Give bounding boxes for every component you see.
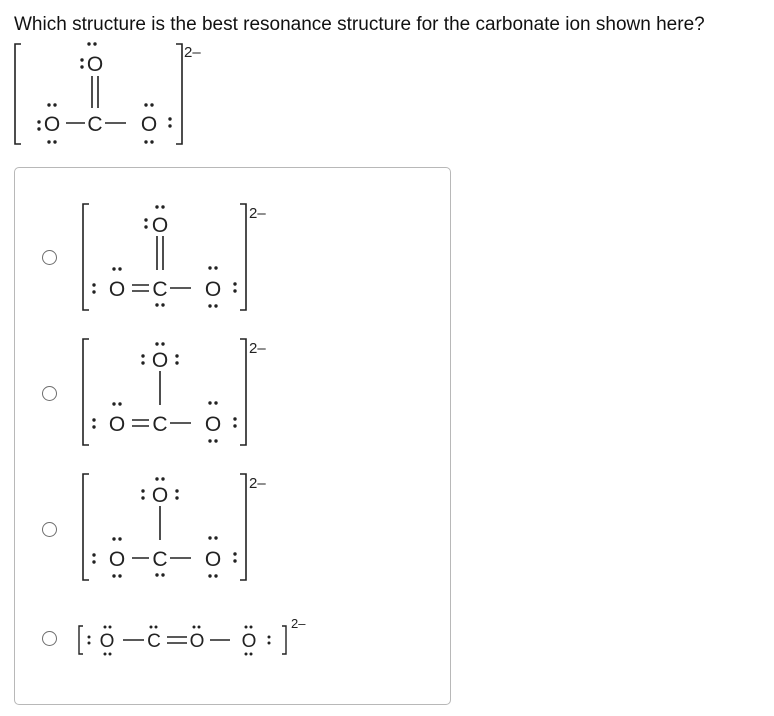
atom-o: O bbox=[151, 484, 169, 507]
option-a[interactable] bbox=[15, 198, 450, 323]
question-structure bbox=[0, 40, 220, 152]
question-text: Which structure is the best resonance structure for the carbonate ion shown here? bbox=[14, 14, 705, 35]
atom-o: O bbox=[204, 278, 222, 301]
radio-button[interactable] bbox=[42, 522, 57, 537]
atom-o: O bbox=[108, 413, 126, 436]
structure-d bbox=[70, 606, 370, 666]
charge-label: 2– bbox=[249, 475, 266, 492]
radio-button[interactable] bbox=[42, 250, 57, 265]
charge-label: 2– bbox=[184, 44, 201, 61]
atom-c: C bbox=[152, 413, 168, 436]
option-c[interactable] bbox=[15, 468, 450, 593]
atom-o: O bbox=[204, 413, 222, 436]
answer-choices bbox=[14, 167, 451, 705]
atom-o: O bbox=[108, 548, 126, 571]
atom-c: C bbox=[152, 278, 168, 301]
atom-o: O bbox=[151, 214, 169, 237]
radio-button[interactable] bbox=[42, 386, 57, 401]
atom-o: O bbox=[86, 53, 104, 76]
atom-o: O bbox=[108, 278, 126, 301]
atom-o: O bbox=[43, 113, 61, 136]
atom-c: C bbox=[87, 113, 103, 136]
atom-o: O bbox=[189, 631, 205, 652]
charge-label: 2– bbox=[249, 205, 266, 222]
option-d[interactable] bbox=[15, 606, 450, 666]
atom-o: O bbox=[204, 548, 222, 571]
structure-a bbox=[70, 198, 310, 323]
atom-c: C bbox=[147, 631, 161, 652]
atom-o: O bbox=[151, 349, 169, 372]
radio-button[interactable] bbox=[42, 631, 57, 646]
charge-label: 2– bbox=[249, 340, 266, 357]
atom-o: O bbox=[140, 113, 158, 136]
structure-c bbox=[70, 468, 310, 593]
charge-label: 2– bbox=[291, 616, 306, 631]
atom-o: O bbox=[241, 631, 257, 652]
structure-b bbox=[70, 333, 310, 458]
atom-o: O bbox=[99, 631, 115, 652]
atom-c: C bbox=[152, 548, 168, 571]
option-b[interactable] bbox=[15, 333, 450, 458]
